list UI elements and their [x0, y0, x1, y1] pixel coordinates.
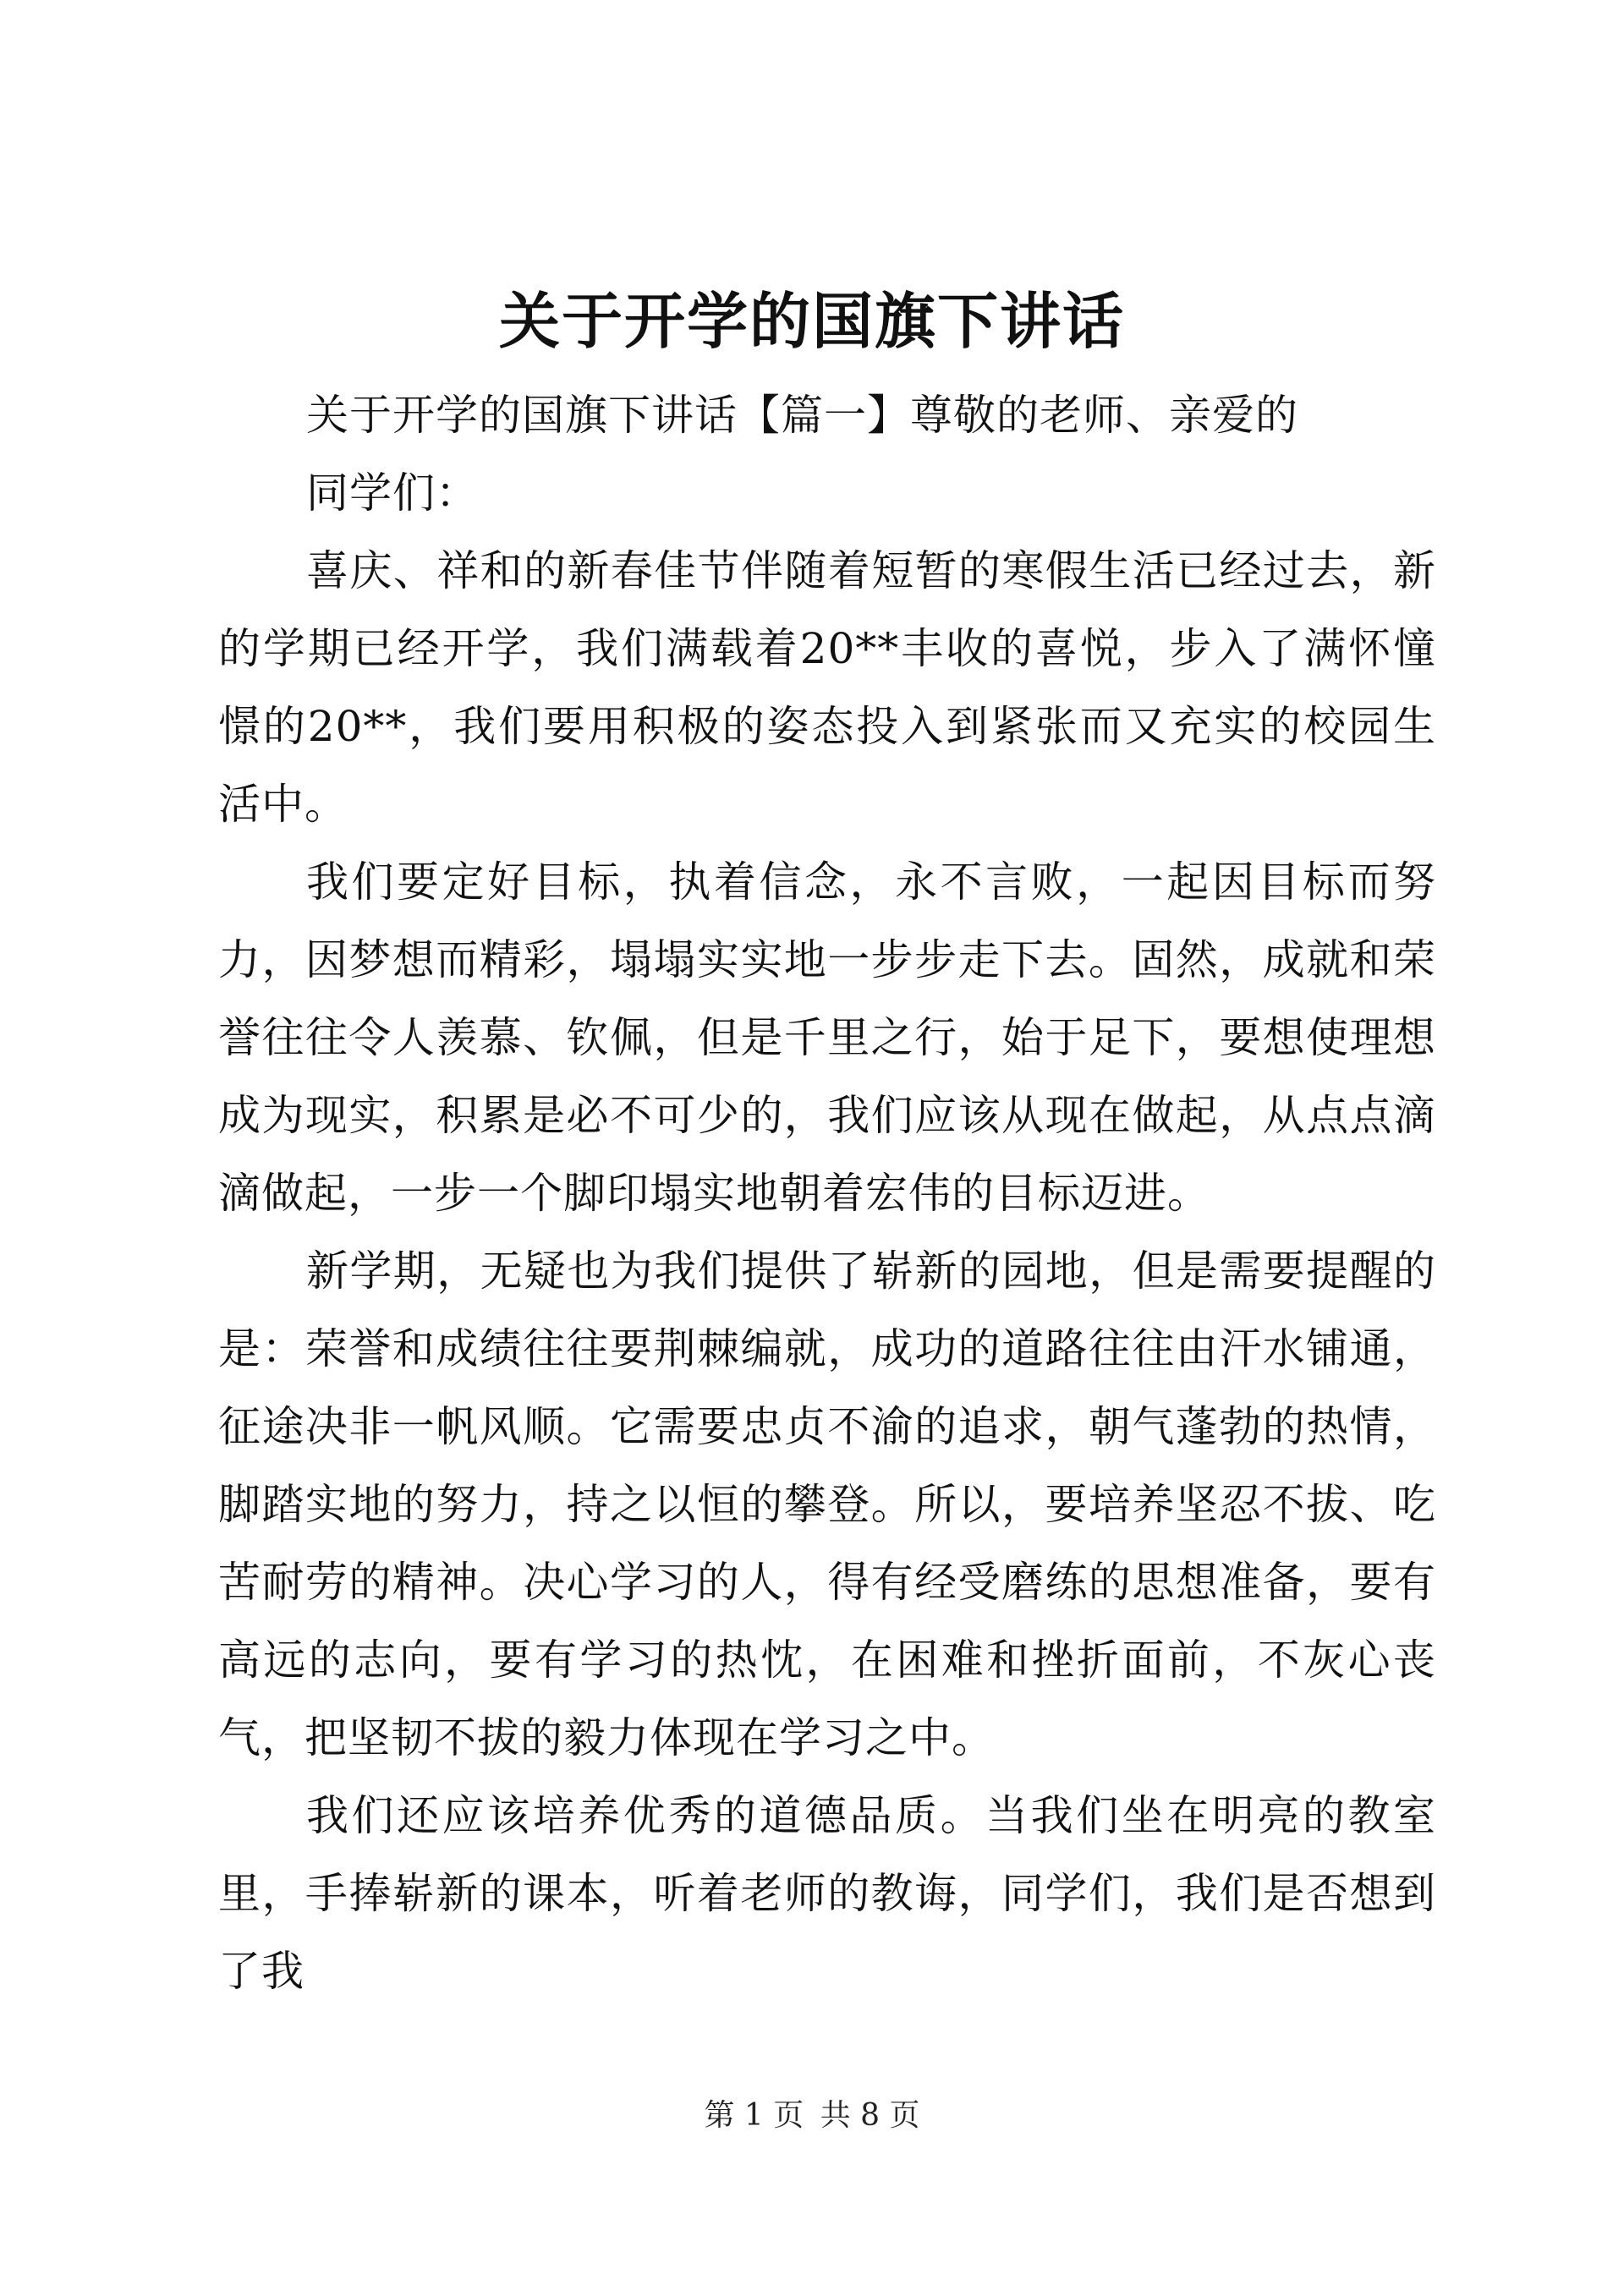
paragraph-2: 我们要定好目标，执着信念，永不言败，一起因目标而努力，因梦想而精彩，塌塌实实地一步步走下去。固然，成就和荣誉往往令人羡慕、钦佩，但是千里之行，始于足下，要想使理想成为现实，积累是必不可少的，我们应该从现在做起，从点点滴滴做起，一步一个脚印塌实地朝着宏伟的目标迈进。 — [218, 858, 1436, 1218]
page-total: 共 8 页 — [820, 2098, 920, 2133]
paragraph-1: 喜庆、祥和的新春佳节伴随着短暂的寒假生活已经过去，新的学期已经开学，我们满载着20**丰收的喜悦，步入了满怀憧憬的20**，我们要用积极的姿态投入到紧张而又充实的校园生活中。 — [218, 546, 1436, 829]
page-number: 第 1 页 — [704, 2098, 804, 2133]
paragraph-intro: 关于开学的国旗下讲话【篇一】尊敬的老师、亲爱的 — [306, 391, 1298, 440]
document-title: 关于开学的国旗下讲话 — [498, 285, 1125, 357]
document-body — [218, 376, 1436, 2010]
paragraph-3: 新学期，无疑也为我们提供了崭新的园地，但是需要提醒的是：荣誉和成绩往往要荆棘编就，成功的道路往往由汗水铺通，征途决非一帆风顺。它需要忠贞不渝的追求，朝气蓬勃的热情，脚踏实地的努力，持之以恒的攀登。所以，要培养坚忍不拔、吃苦耐劳的精神。决心学习的人，得有经受磨练的思想准备，要有高远的志向，要有学习的热忱，在困难和挫折面前，不灰心丧气，把坚韧不拔的毅力体现在学习之中。 — [218, 1247, 1436, 1762]
paragraph-salutation: 同学们： — [306, 469, 479, 518]
paragraph-4: 我们还应该培养优秀的道德品质。当我们坐在明亮的教室里，手捧崭新的课本，听着老师的教诲，同学们，我们是否想到了我 — [218, 1791, 1436, 1996]
page-footer — [0, 2096, 1624, 2136]
